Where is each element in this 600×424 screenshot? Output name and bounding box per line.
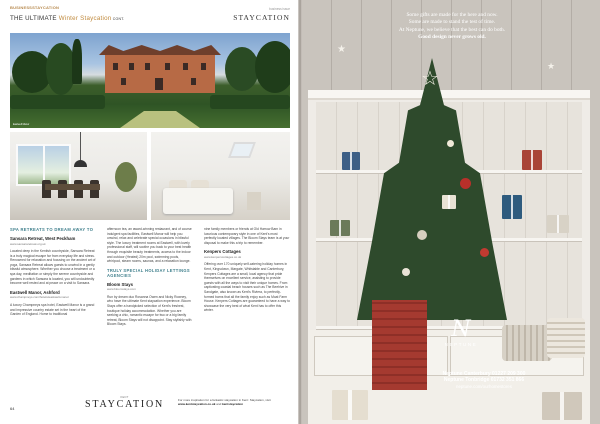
knit-cushion xyxy=(547,318,585,358)
gift-box xyxy=(442,195,456,209)
section-title xyxy=(10,15,124,22)
issue-tag: business issue xyxy=(269,7,290,11)
window xyxy=(129,63,134,70)
window xyxy=(145,63,150,70)
store-contact-line: Neptune Tonbridge 01732 351 866 xyxy=(443,377,525,384)
section-suffix: CONT. xyxy=(111,17,125,21)
gift-box xyxy=(342,152,360,170)
manor-photo xyxy=(10,33,290,128)
star-icon: ★ xyxy=(337,44,346,55)
tree xyxy=(225,47,259,91)
section-prefix: THE ULTIMATE xyxy=(10,15,59,22)
brand-accent: STAYCATION xyxy=(32,5,60,10)
neptune-logo-mark: N xyxy=(451,317,471,342)
side-table xyxy=(247,192,261,210)
listing-paragraph: Located deep in the Kentish countryside, Sansara Retreat is a truly magical escape far from everyday life and stress. Renowned for relaxation and focusing on the ancient art of yoga, Sansara Retreat allows guests to unwind in a gently blissful atmosphere. Whether you choose a treatment or a spa day, meditation or simply the serene countryside and gardens in which Sansara is located, you will undoubtedly become well rested and at peace on a visit to Sansara. xyxy=(10,249,96,286)
knit-cushion xyxy=(502,325,552,361)
bed xyxy=(163,188,233,214)
listing-title: Sansara Retreat, West Peckham xyxy=(10,236,76,241)
window xyxy=(165,63,170,70)
bauble xyxy=(480,248,489,257)
footer-note-text: For more inspiration for a fantastic staycation in Kent: Staycation, visit xyxy=(178,398,271,402)
bedroom-photo xyxy=(151,132,290,220)
bauble xyxy=(447,140,454,147)
bauble xyxy=(460,178,471,189)
listing-paragraph: Offering over 170 uniquely self-catering holiday homes in Kent, Kingsdown, Margate, Whitstable and Canterbury, Kenpers Cottages are a small, local agency that pride themselves on excellent service, assisting to provide guests with all the ways to visit their unique homes. From captivating coastal beach houses such as The Beehive in Sandgate, also known as Kent's Riviera, to perfectly-formed barns that all the family enjoy such as Moat Farm House. Kenpers Cottages are guaranteed to have a way to showcase the very best of what Kent has to offer this winter. xyxy=(204,262,290,313)
section-accent: Winter Staycation xyxy=(58,15,112,22)
store-contact-line: Neptune Canterbury 01227 209 300 xyxy=(442,371,526,377)
listing-title: Bloom Stays xyxy=(107,281,134,287)
article-column-1 xyxy=(10,227,96,321)
article-column-2 xyxy=(107,227,193,331)
listing-title: Eastwell Manor, Ashford xyxy=(10,289,60,295)
ad-tagline: Good design never grows old. xyxy=(418,34,486,41)
column-heading: SPA RETREATS TO DREAM AWAY TO xyxy=(10,227,94,232)
window xyxy=(183,63,188,70)
footer-note-text: and xyxy=(215,402,223,406)
tree xyxy=(255,41,290,93)
listing-paragraph: Run by dream duo Rosanna Owen and Nicky Rowney, who have the ultimate Kent staycation experience. Bloom Stays offer a handpicked selection of Kent's freshest, boutique holiday accommodation. Whether you are seeking a chic, romantic escape for two or a big family retreat, Bloom Stays will not disappoint. Stay stylishly with Bloom Stays. xyxy=(107,294,192,327)
column-paragraph: afternoon tea, an award-winning restaurant, and of course indulgent spa facilities, Eastwell Manor will help you unwind, relax and celebrate special occasions in blissful style. The luxury treatment rooms at Eastwell, with lovely professional staff, will soothe you back to your best health through exquisite beauty treatments, access to the indoor and outdoor (Heated) 20m pool, swimming pools, whirlpool, steam rooms, saunas, and a relaxation lounge. xyxy=(107,227,192,264)
footer-masthead xyxy=(85,396,164,410)
column-heading: TRULY SPECIAL HOLIDAY LETTINGS AGENCIES xyxy=(107,267,190,278)
dresser-cornice xyxy=(308,90,590,100)
plant xyxy=(115,162,137,192)
cypress-tree xyxy=(72,39,82,84)
ad-line: Some gifts are made for the here and now. xyxy=(406,12,498,18)
window xyxy=(201,63,206,70)
skylight xyxy=(228,142,256,158)
left-page xyxy=(0,0,298,424)
listing-url[interactable]: www.sansararetreat.org.uk xyxy=(10,241,46,246)
gift-box xyxy=(332,390,368,420)
dining-room-photo xyxy=(10,132,147,220)
window xyxy=(113,63,118,70)
gift-box xyxy=(522,150,542,170)
ad-copy xyxy=(362,12,542,42)
dining-table xyxy=(45,184,100,190)
neptune-logo xyxy=(429,318,493,362)
listing-url[interactable]: www.bloomstays.com xyxy=(107,287,136,292)
photo-caption: Eastwell Manor xyxy=(13,123,30,126)
brand-prefix: BUSINESS xyxy=(10,5,33,10)
brand-label xyxy=(10,5,59,10)
page-number: 64 xyxy=(10,406,15,411)
hedge xyxy=(10,95,105,109)
listing-url[interactable]: www.kenperscottages.co.uk xyxy=(204,254,242,259)
article-column-3 xyxy=(204,227,290,317)
neptune-wordmark: NEPTUNE xyxy=(444,342,478,347)
star-topper-icon: ☆ xyxy=(421,66,439,90)
star-icon: ★ xyxy=(547,62,556,72)
footer-mast-big: STAYCATION xyxy=(85,399,165,410)
footer-social-handle[interactable]: kentstaycation xyxy=(222,402,244,406)
manor-building xyxy=(105,53,215,93)
window xyxy=(121,78,126,85)
footer-link[interactable]: www.kentstaycation.co.uk xyxy=(178,402,216,406)
gift-box xyxy=(547,215,569,233)
column-paragraph: nine family members or friends at Old Harrow Barn in luxurious contemporary style in one of Kent's most perfectly located villages. The Bloom Stays team is at your disposal to make this a trip to remember. xyxy=(204,227,290,245)
store-contacts xyxy=(420,371,548,390)
listing-paragraph: A luxury Champneys spa hotel, Eastwell Manor is a grand and impressive country estate set in the heart of the Garden of England. Home to traditional xyxy=(10,302,95,317)
gift-box xyxy=(502,195,522,219)
footer-note xyxy=(178,398,293,406)
bauble xyxy=(417,230,427,240)
listing-title: Kenpers Cottages xyxy=(204,249,241,255)
window xyxy=(191,78,196,85)
ad-line: At Neptune, we believe that the best can do both. xyxy=(398,26,506,33)
red-blanket xyxy=(372,300,427,390)
hedge xyxy=(210,95,290,109)
page-header xyxy=(10,5,290,25)
store-website[interactable]: neptune.com/ourhomestores xyxy=(456,383,512,389)
gift-box xyxy=(542,392,582,420)
masthead-small: STAYCATION xyxy=(233,13,290,22)
bauble xyxy=(402,268,410,276)
gift-box xyxy=(330,220,350,236)
neptune-advert xyxy=(302,0,600,424)
garden-path xyxy=(120,111,200,128)
ad-line: Some are made to stand the test of time. xyxy=(408,19,496,26)
pendant-lamp xyxy=(80,132,81,162)
footer-mast-small: KENT xyxy=(120,396,129,399)
listing-url[interactable]: www.champneys.com/hotels/eastwell-manor xyxy=(10,295,70,300)
door xyxy=(155,78,163,90)
